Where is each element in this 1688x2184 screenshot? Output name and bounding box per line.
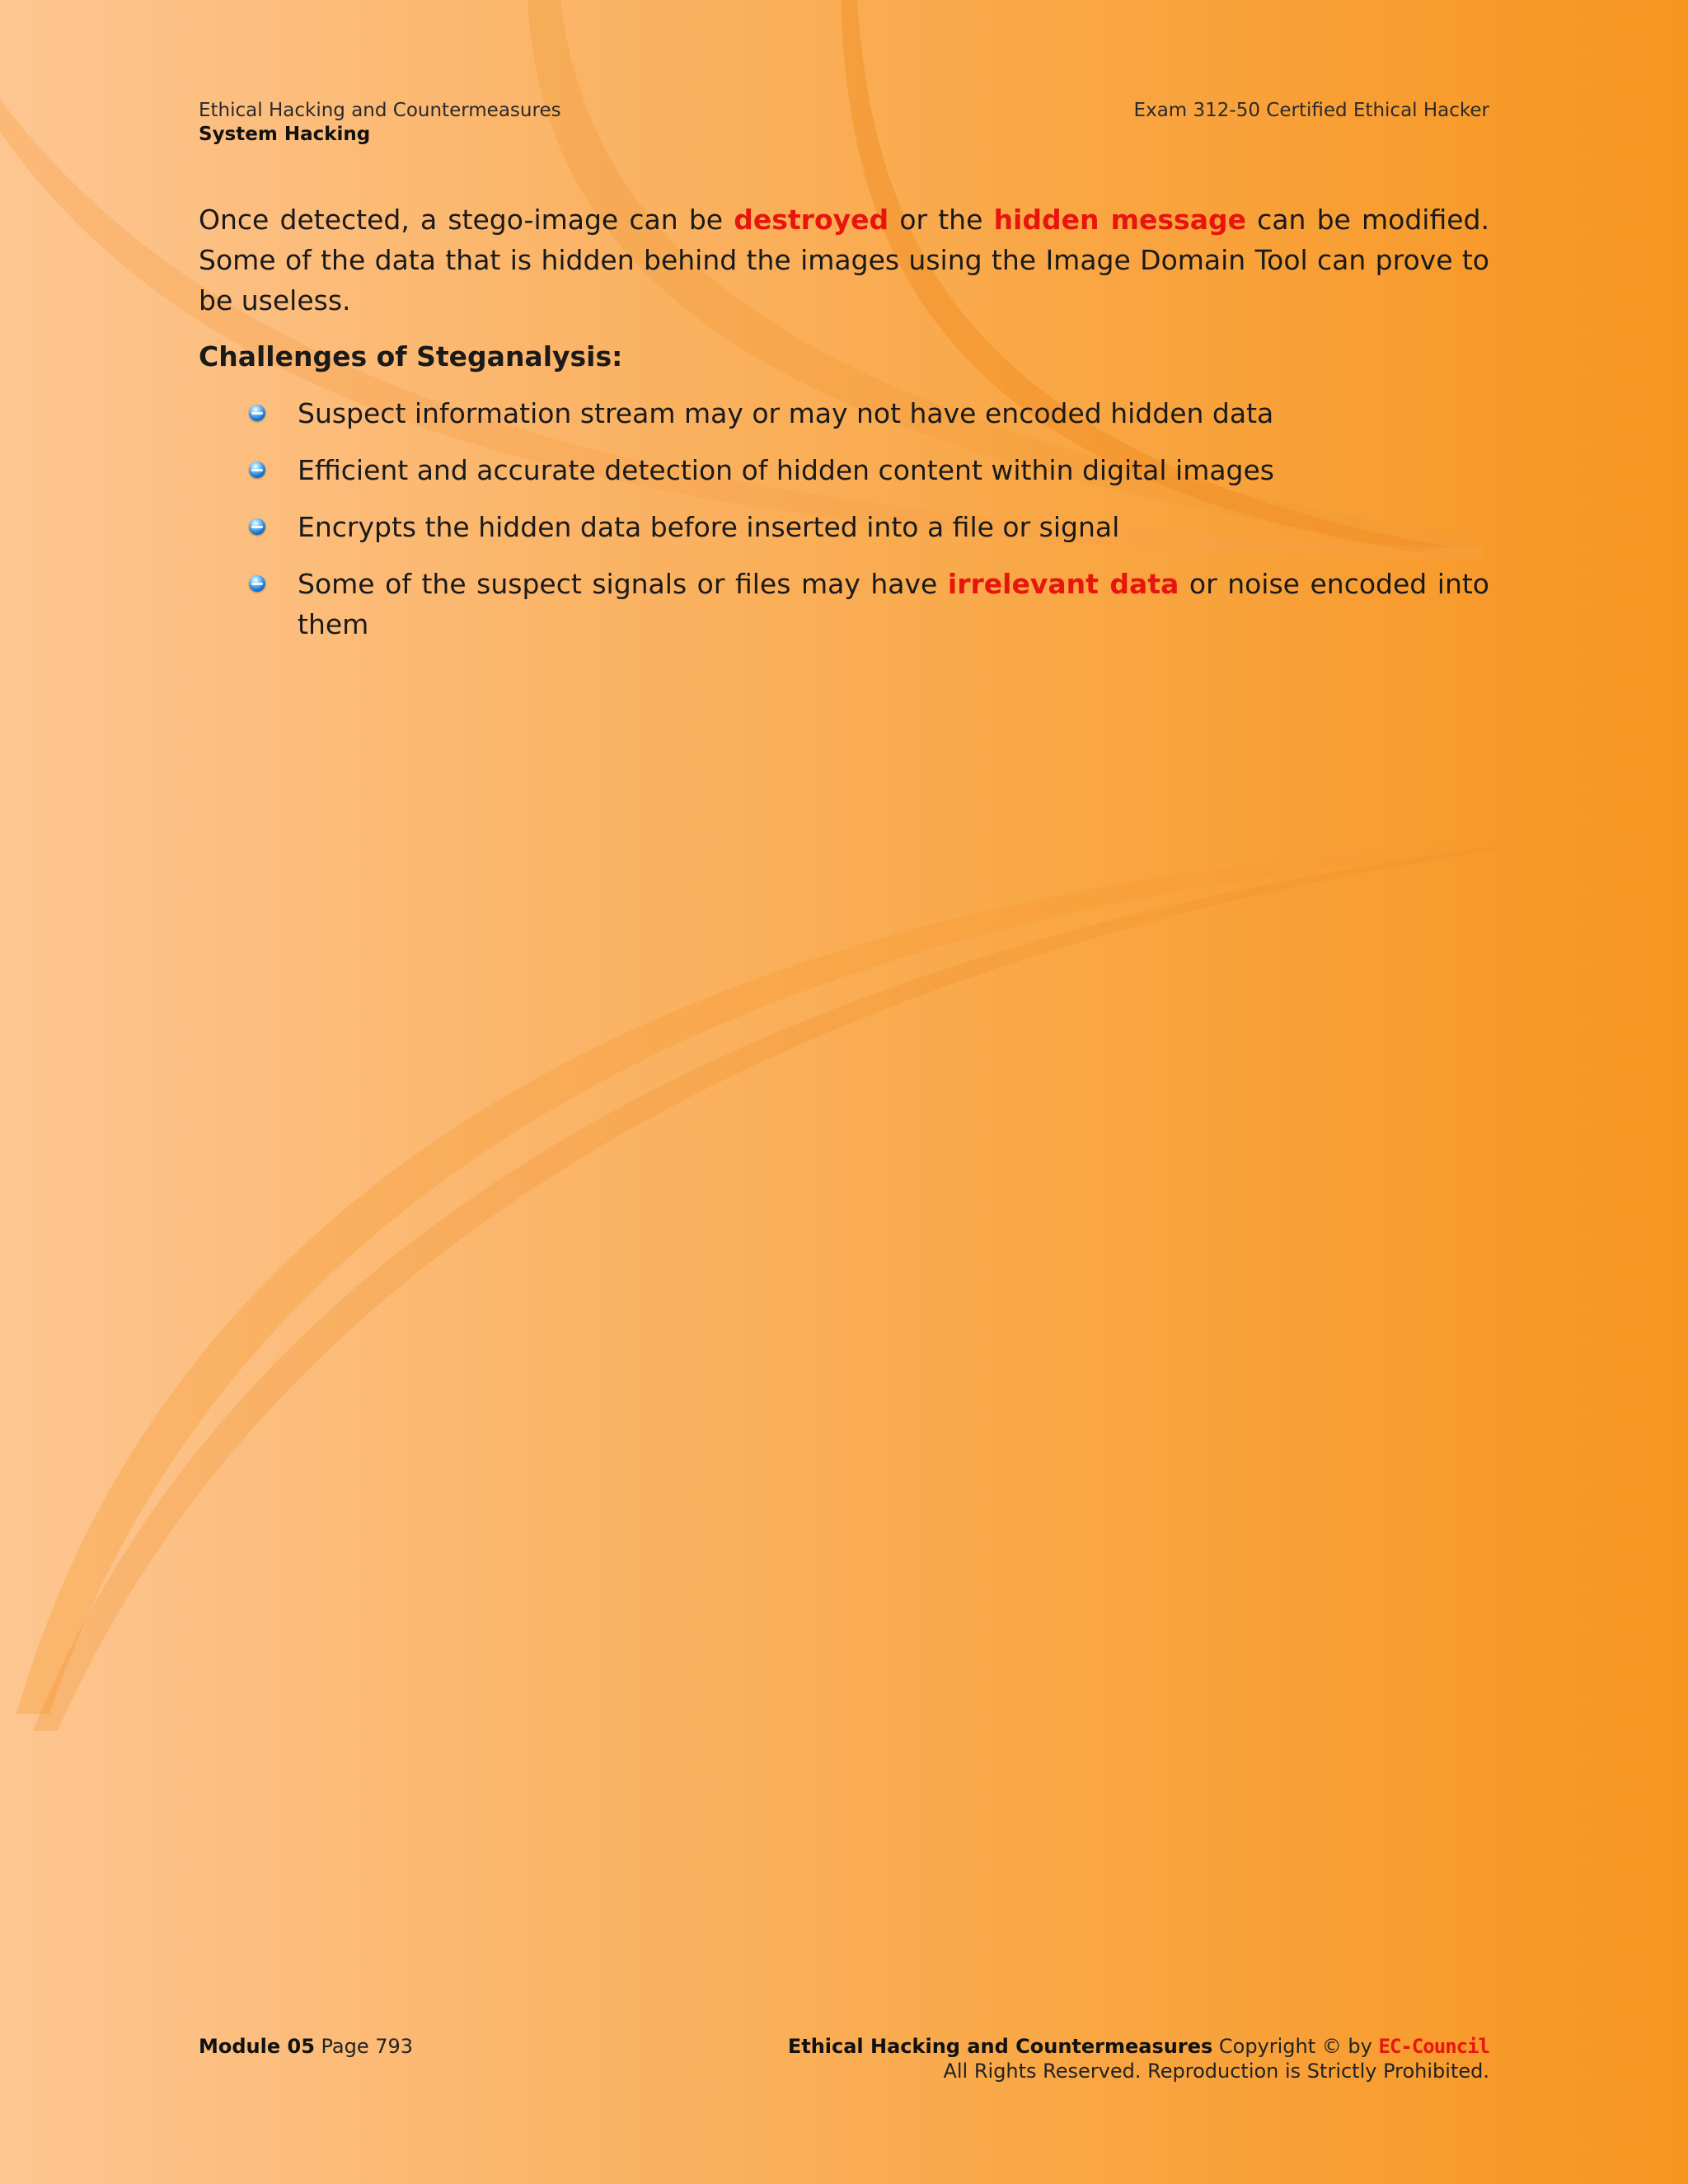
list-item xyxy=(199,564,1489,644)
header-course-title: Ethical Hacking and Countermeasures xyxy=(199,100,561,121)
highlight-irrelevant-data: irrelevant data xyxy=(947,568,1179,600)
footer-page-number: Page 793 xyxy=(314,2035,414,2058)
intro-text: can be modified. Some of the data that is hidden behind the images using the Image Domain Tool can prove to be useless. xyxy=(199,204,1489,316)
header-left xyxy=(199,99,561,147)
blue-sphere-bullet-icon xyxy=(249,405,265,421)
footer-module: Module 05 xyxy=(199,2035,315,2058)
highlight-hidden-message: hidden message xyxy=(993,204,1246,236)
footer-course-title: Ethical Hacking and Countermeasures xyxy=(787,2035,1213,2058)
blue-sphere-bullet-icon xyxy=(249,462,265,478)
blue-sphere-bullet-icon xyxy=(249,518,265,535)
intro-paragraph xyxy=(199,199,1489,321)
header-exam-title: Exam 312-50 Certified Ethical Hacker xyxy=(1133,100,1489,121)
list-item-text: Suspect information stream may or may not have encoded hidden data xyxy=(298,397,1274,429)
footer-page-info xyxy=(199,2034,413,2059)
list-item xyxy=(199,393,1489,434)
intro-text: Once detected, a stego-image can be xyxy=(199,204,734,236)
intro-text: or the xyxy=(889,204,994,236)
header-section-title: System Hacking xyxy=(199,124,371,145)
blue-sphere-bullet-icon xyxy=(249,575,265,592)
footer-copyright-line xyxy=(788,2034,1489,2059)
list-item xyxy=(199,507,1489,547)
section-heading: Challenges of Steganalysis: xyxy=(199,340,623,373)
footer-copyright-text: Copyright © by xyxy=(1212,2035,1379,2058)
list-item-text: Some of the suspect signals or files may have xyxy=(298,568,948,600)
ec-council-logo: EC-Council xyxy=(1378,2035,1489,2058)
footer-rights: All Rights Reserved. Reproduction is Strictly Prohibited. xyxy=(943,2060,1489,2083)
list-item xyxy=(199,450,1489,490)
list-item-text: Efficient and accurate detection of hidden content within digital images xyxy=(298,454,1275,486)
challenges-list xyxy=(199,393,1489,661)
highlight-destroyed: destroyed xyxy=(734,204,889,236)
list-item-text: Encrypts the hidden data before inserted into a file or signal xyxy=(298,511,1120,543)
footer-copyright xyxy=(788,2034,1489,2083)
list-item-text: or noise encoded into them xyxy=(298,568,1489,640)
